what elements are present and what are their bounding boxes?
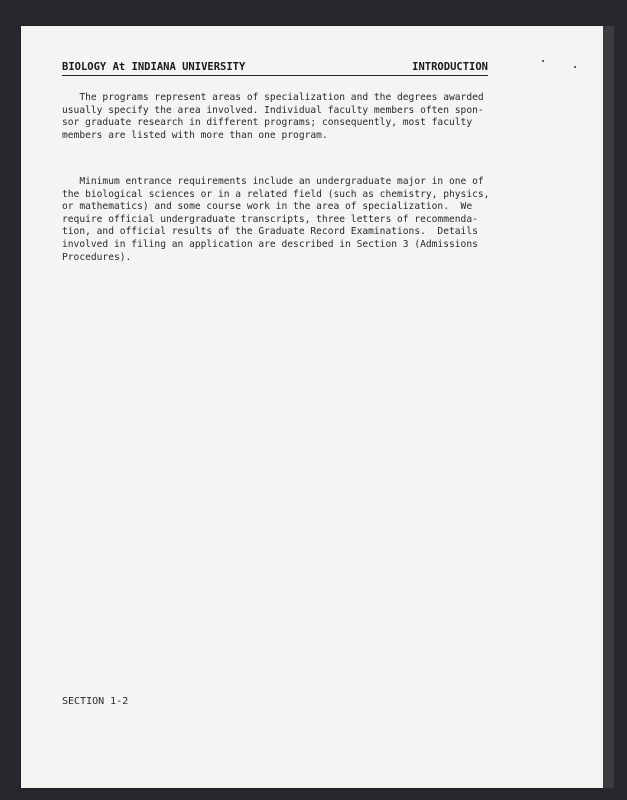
paper-speck: [542, 60, 544, 62]
text-line: the biological sciences or in a related field (such as chemistry, physics,: [62, 188, 490, 200]
paper-speck: [574, 66, 576, 68]
text-line: Minimum entrance requirements include an undergraduate major in one of: [62, 176, 484, 187]
text-line: tion, and official results of the Graduate Record Examinations. Details: [62, 226, 478, 238]
text-line: or mathematics) and some course work in the area of specialization. We: [62, 201, 473, 213]
text-line: sor graduate research in different programs; consequently, most faculty: [62, 117, 473, 129]
paragraph-programs: [62, 92, 492, 142]
text-line: involved in filing an application are described in Section 3 (Admissions: [62, 238, 478, 250]
header-section-name: INTRODUCTION: [412, 61, 488, 73]
page-edge-shadow: [603, 26, 614, 788]
header-title: BIOLOGY At INDIANA UNIVERSITY: [62, 61, 246, 73]
text-line: The programs represent areas of specialization and the degrees awarded: [62, 92, 484, 103]
text-line: members are listed with more than one program.: [62, 129, 328, 141]
text-line: usually specify the area involved. Individual faculty members often spon-: [62, 104, 484, 116]
paragraph-entrance-requirements: [62, 176, 492, 264]
page-header: [62, 60, 488, 76]
text-line: require official undergraduate transcripts, three letters of recommenda-: [62, 213, 478, 225]
text-line: Procedures).: [62, 251, 132, 263]
page-footer-section-number: SECTION 1-2: [62, 696, 129, 707]
